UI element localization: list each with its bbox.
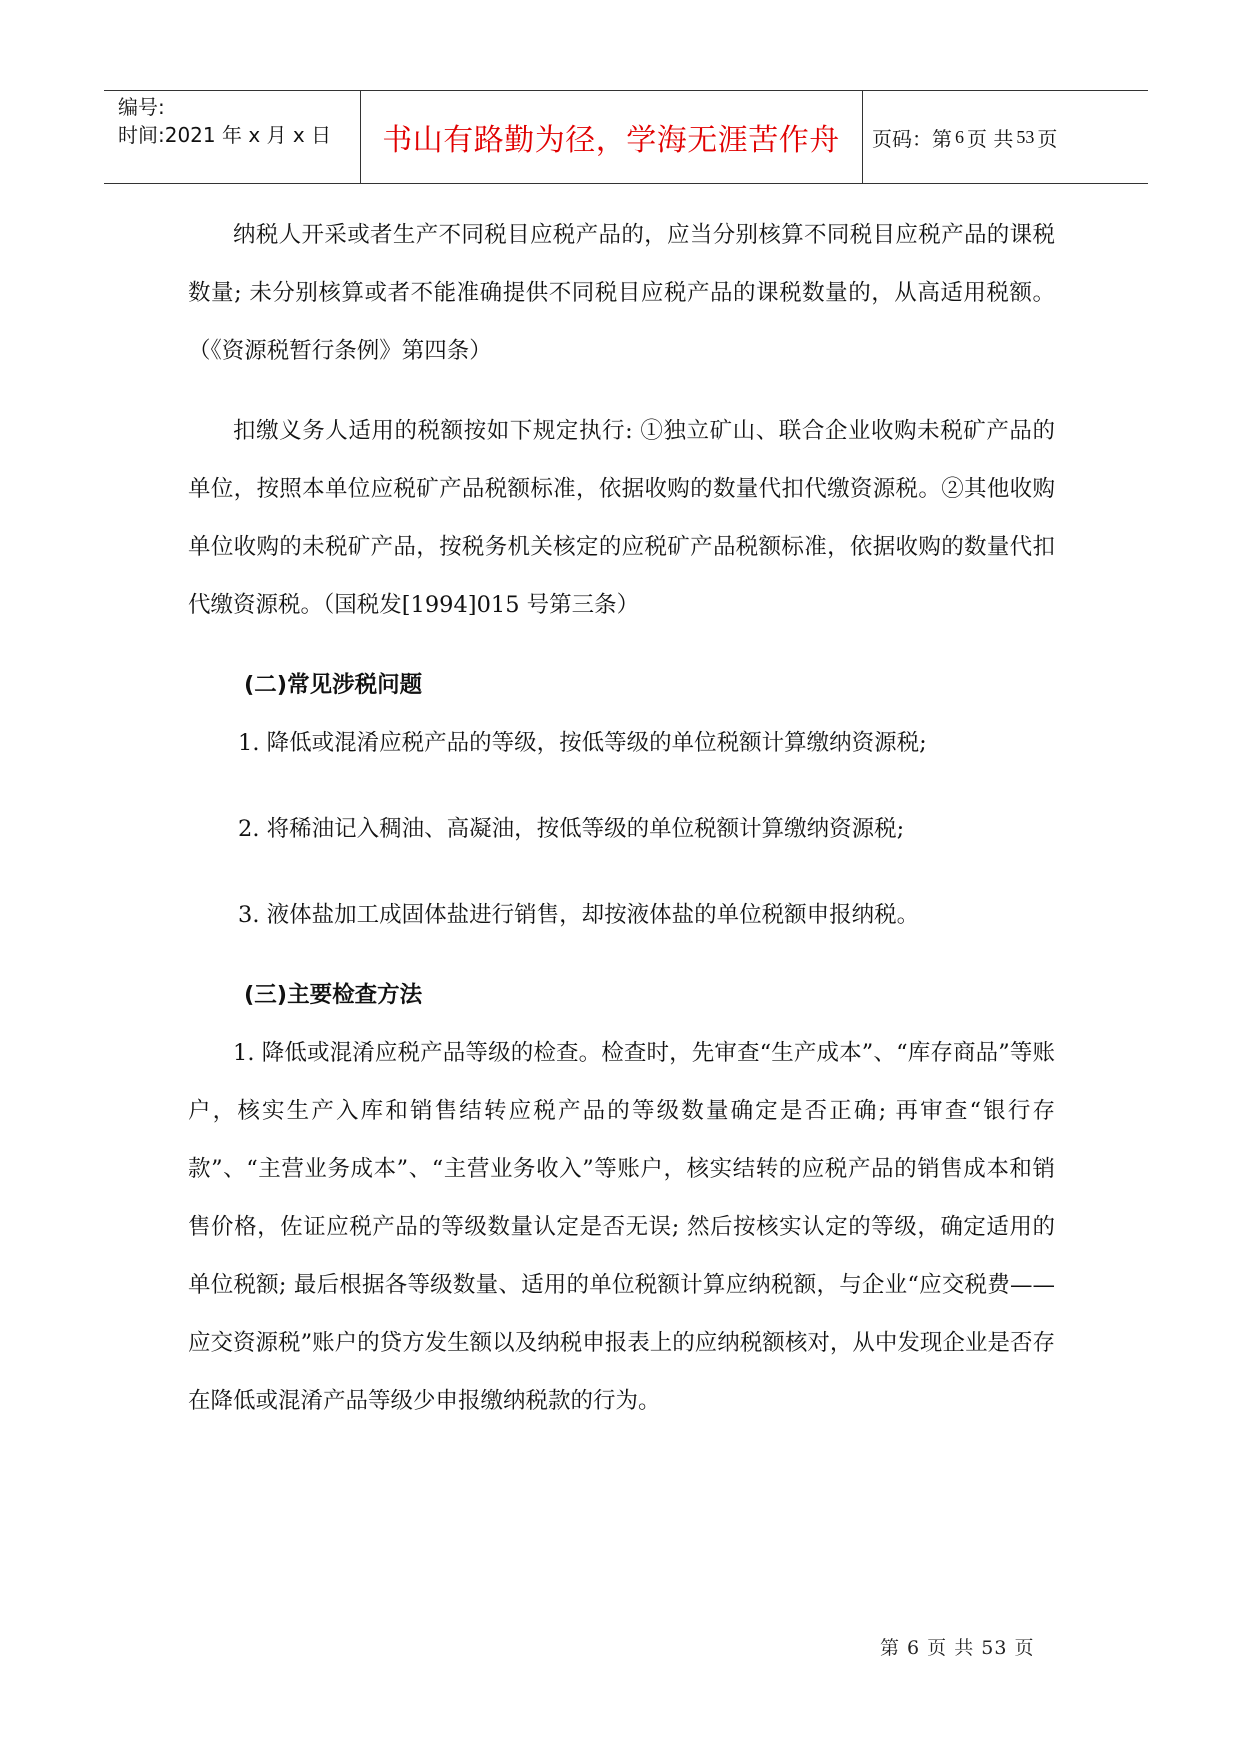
page-suffix: 页 (1037, 126, 1058, 151)
page-total: 53 (1016, 126, 1035, 147)
page-prefix: 页码：第 (872, 126, 952, 151)
document-time-label: 时间:2021 年 x 月 x 日 (118, 123, 332, 147)
page-footer: 第 6 页 共 53 页 (880, 1637, 1035, 1659)
header-meta (118, 93, 331, 149)
list-item-1: 1. 降低或混淆应税产品的等级，按低等级的单位税额计算缴纳资源税; (238, 730, 927, 756)
header-motto: 书山有路勤为径，学海无涯苦作舟 (382, 123, 840, 158)
page-mid: 页 共 (967, 126, 1014, 151)
document-body (188, 206, 1055, 1430)
header-page-info (872, 91, 1057, 183)
page-number: 6 (955, 126, 964, 147)
list-item-2: 2. 将稀油记入稠油、高凝油，按低等级的单位税额计算缴纳资源税; (238, 816, 905, 842)
document-number-label: 编号: (118, 95, 165, 119)
header-divider-left (360, 91, 361, 183)
list-item-3: 3. 液体盐加工成固体盐进行销售，却按液体盐的单位税额申报纳税。 (238, 902, 920, 928)
section-heading-2: (二)常见涉税问题 (244, 672, 423, 698)
header-divider-right (862, 91, 863, 183)
paragraph-3: 1. 降低或混淆应税产品等级的检查。检查时，先审查“生产成本”、“库存商品”等账户，核实生产入库和销售结转应税产品的等级数量确定是否正确; 再审查“银行存款”、“主营业务成本”、“主营业务收入”等账户，核实结转的应税产品的销售成本和销售价格，佐证应税产品的等级数量认定是否无误; 然后按核实认定的等级，确定适用的单位税额; 最后根据各等级数量、适用的单位税额计算应纳税额，与企业“应交税费——应交资源税”账户的贷方发生额以及纳税申报表上的应纳税额核对，从中发现企业是否存在降低或混淆产品等级少申报缴纳税款的行为。 (188, 1040, 1055, 1414)
paragraph-1: 纳税人开采或者生产不同税目应税产品的，应当分别核算不同税目应税产品的课税数量; 未分别核算或者不能准确提供不同税目应税产品的课税数量的，从高适用税额。（《资源税暂行条例》第四条） (188, 222, 1055, 364)
paragraph-2: 扣缴义务人适用的税额按如下规定执行: ①独立矿山、联合企业收购未税矿产品的单位，按照本单位应税矿产品税额标准，依据收购的数量代扣代缴资源税。②其他收购单位收购的未税矿产品，按税务机关核定的应税矿产品税额标准，依据收购的数量代扣代缴资源税。（国税发[1994]015 号第三条） (188, 418, 1055, 618)
section-heading-3: (三)主要检查方法 (244, 982, 423, 1008)
page-header (104, 90, 1148, 184)
